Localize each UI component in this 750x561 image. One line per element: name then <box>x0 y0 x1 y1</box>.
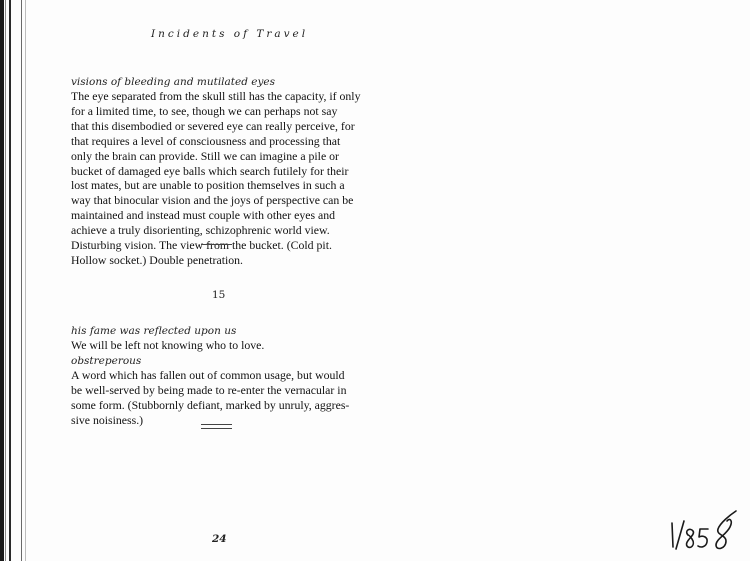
text-line: lost mates, but are unable to position themselves in such a <box>71 178 345 193</box>
section-divider <box>201 244 232 245</box>
entry-obstreperous <box>71 355 371 428</box>
binding-edge <box>0 0 4 561</box>
text-line: The eye separated from the skull still has the capacity, if only <box>71 89 361 103</box>
text-line: be well-served by being made to re-enter the vernacular in <box>71 382 347 397</box>
binding-edge <box>25 0 26 561</box>
text-line: only the brain can provide. Still we can imagine a pile or <box>71 148 339 163</box>
entry-body <box>71 368 371 428</box>
binding-edge <box>5 0 6 561</box>
page-number-lower: 24 <box>212 533 227 545</box>
text-line: bucket of damaged eye balls which search futilely for their <box>71 163 349 178</box>
page-number-upper: 15 <box>212 289 226 301</box>
handwritten-annotation <box>660 505 742 557</box>
entry-visions <box>71 76 371 268</box>
entry-heading: visions of bleeding and mutilated eyes <box>71 76 276 88</box>
binding-edge <box>21 0 22 561</box>
text-line: maintained and instead must couple with other eyes and <box>71 208 336 223</box>
binding-edge <box>9 0 11 561</box>
text-line: Disturbing vision. The view from the bucket. (Cold pit. <box>71 238 332 253</box>
text-line: We will be left not knowing who to love. <box>71 338 265 352</box>
entry-fame <box>71 325 371 353</box>
text-line: achieve a truly disorienting, schizophrenic world view. <box>71 223 330 238</box>
text-line: sive noisiness.) <box>71 412 144 427</box>
entry-body <box>71 338 371 353</box>
text-line: some form. (Stubbornly defiant, marked by unruly, aggres- <box>71 397 350 412</box>
entry-body <box>71 89 371 268</box>
entry-heading: his fame was reflected upon us <box>71 325 237 337</box>
text-line: for a limited time, to see, though we can perhaps not say <box>71 103 338 118</box>
section-divider-double <box>201 424 232 429</box>
text-line: Hollow socket.) Double penetration. <box>71 252 243 267</box>
text-line: that requires a level of consciousness and processing that <box>71 133 341 148</box>
entry-heading: obstreperous <box>71 355 142 367</box>
text-line: that this disembodied or severed eye can really perceive, for <box>71 118 355 133</box>
text-line: A word which has fallen out of common usage, but would <box>71 368 345 382</box>
text-line: way that binocular vision and the joys of perspective can be <box>71 193 354 208</box>
running-head: Incidents of Travel <box>151 28 309 40</box>
